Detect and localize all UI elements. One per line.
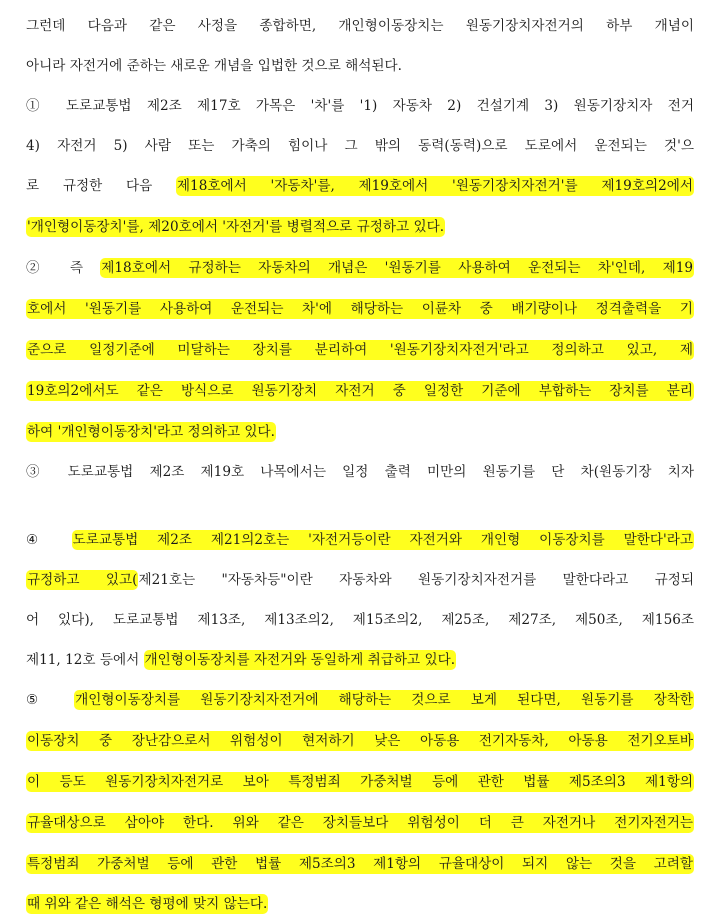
text-line (26, 770, 694, 794)
highlighted-text: 개인형이동장치를 원동기장치자전거에 해당하는 것으로 보게 된다면, 원동기를 장착한 (75, 692, 693, 708)
text-line (26, 14, 694, 38)
highlighted-text: '개인형이동장치'를, 제20호에서 '자전거'를 병렬적으로 규정하고 있다. (27, 219, 445, 235)
highlighted-text: 하여 '개인형이동장치'라고 정의하고 있다. (27, 424, 275, 440)
text-line (26, 729, 694, 753)
text-line (26, 420, 694, 444)
highlighted-text: 호에서 '원동기를 사용하여 운전되는 차'에 해당하는 이륜차 중 배기량이나 정격출력을 기 (27, 301, 693, 317)
text-line (26, 256, 694, 280)
body-text: 제21호는 "자동차등"이란 자동차와 원동기장치자전거를 말한다라고 규정되 (138, 572, 694, 588)
text-line (26, 460, 694, 484)
text-line (26, 852, 694, 876)
body-text: 제11, 12호 등에서 (26, 652, 144, 668)
highlighted-text: 규율대상으로 삼아야 한다. 위와 같은 장치들보다 위험성이 더 큰 자전거나 전기자전거는 (27, 815, 693, 831)
text-line (26, 811, 694, 835)
highlighted-text: 이 등도 원동기장치자전거로 보아 특정범죄 가중처벌 등에 관한 법률 제5조의3 제1항의 (27, 774, 693, 790)
text-line (26, 688, 694, 712)
highlighted-text: 특정범죄 가중처벌 등에 관한 법률 제5조의3 제1항의 규율대상이 되지 않는 것을 고려할 (27, 856, 693, 872)
text-line (26, 297, 694, 321)
highlighted-text: 준으로 일정기준에 미달하는 장치를 분리하여 '원동기장치자전거'라고 정의하고 있고, 제 (27, 342, 693, 358)
text-line (26, 338, 694, 362)
text-line (26, 568, 694, 592)
highlighted-text: 도로교통법 제2조 제21의2호는 '자전거등이란 자전거와 개인형 이동장치를 말한다'라고 (72, 532, 693, 548)
highlighted-text: 이동장치 중 장난감으로서 위험성이 현저하기 낮은 아동용 전기자동차, 아동용 전기오토바 (27, 733, 693, 749)
body-text: ④ (26, 532, 72, 548)
body-text: 로 규정한 다음 (26, 178, 176, 194)
text-line (26, 54, 694, 78)
body-text: ② 즉 (26, 260, 101, 276)
highlighted-text: 19호의2에서도 같은 방식으로 원동기장치 자전거 중 일정한 기준에 부합하는 장치를 분리 (27, 383, 693, 399)
body-text: 아니라 자전거에 준하는 새로운 개념을 입법한 것으로 해석된다. (26, 58, 402, 74)
text-line (26, 892, 694, 916)
body-text: ① 도로교통법 제2조 제17호 가목은 '차'를 '1) 자동차 2) 건설기계 3) 원동기장치자 전거 (26, 98, 694, 114)
text-line (26, 528, 694, 552)
body-text: 어 있다), 도로교통법 제13조, 제13조의2, 제15조의2, 제25조, 제27조, 제50조, 제156조 (26, 612, 694, 628)
text-line (26, 648, 694, 672)
text-line (26, 134, 694, 158)
text-line (26, 379, 694, 403)
text-line (26, 174, 694, 198)
body-text: ⑤ (26, 692, 75, 708)
highlighted-text: 제18호에서 '자동차'를, 제19호에서 '원동기장치자전거'를 제19호의2에서 (176, 178, 693, 194)
body-text: ③ 도로교통법 제2조 제19호 나목에서는 일정 출력 미만의 원동기를 단 차(원동기장 치자 (26, 464, 694, 480)
body-text: 그런데 다음과 같은 사정을 종합하면, 개인형이동장치는 원동기장치자전거의 하부 개념이 (26, 18, 694, 34)
text-line (26, 608, 694, 632)
highlighted-text: 때 위와 같은 해석은 형평에 맞지 않는다. (27, 896, 268, 912)
highlighted-text: 제18호에서 규정하는 자동차의 개념은 '원동기를 사용하여 운전되는 차'인데, 제19 (101, 260, 693, 276)
body-text: 4) 자전거 5) 사람 또는 가축의 힘이나 그 밖의 동력(동력)으로 도로에서 운전되는 것'으 (26, 138, 694, 154)
text-line (26, 215, 694, 239)
highlighted-text: 개인형이동장치를 자전거와 동일하게 취급하고 있다. (144, 652, 456, 668)
highlighted-text: 규정하고 있고( (27, 572, 138, 588)
text-line (26, 94, 694, 118)
